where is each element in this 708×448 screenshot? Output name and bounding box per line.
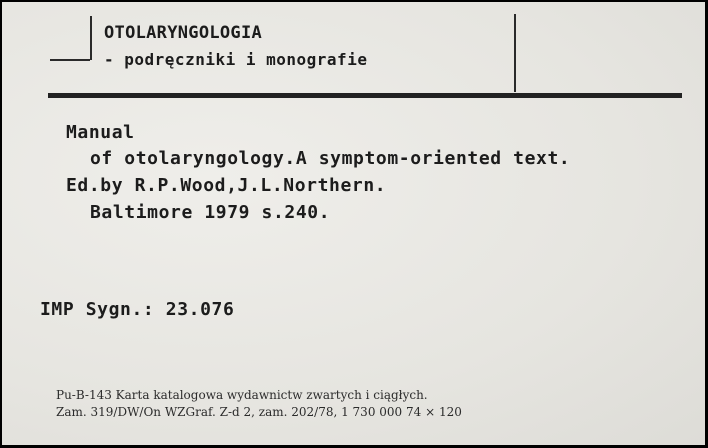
heading-subtitle: - podręczniki i monografie (104, 50, 368, 69)
footer-line-1: Pu-B-143 Karta katalogowa wydawnictw zwartych i ciągłych. (56, 388, 428, 402)
header-divider (48, 93, 682, 98)
header-left-rule (90, 16, 92, 60)
entry-line-2: of otolaryngology.A symptom-oriented text. (90, 148, 571, 169)
header-right-rule (514, 14, 516, 92)
entry-line-4: Baltimore 1979 s.240. (90, 202, 331, 223)
entry-line-3: Ed.by R.P.Wood,J.L.Northern. (66, 175, 387, 196)
catalog-card (2, 2, 705, 445)
footer-line-2: Zam. 319/DW/On WZGraf. Z-d 2, zam. 202/78, 1 730 000 74 × 120 (56, 405, 462, 419)
heading-title: OTOLARYNGOLOGIA (104, 23, 263, 43)
header-left-tick (50, 59, 90, 61)
call-number: IMP Sygn.: 23.076 (40, 299, 235, 320)
entry-line-1: Manual (66, 122, 135, 143)
